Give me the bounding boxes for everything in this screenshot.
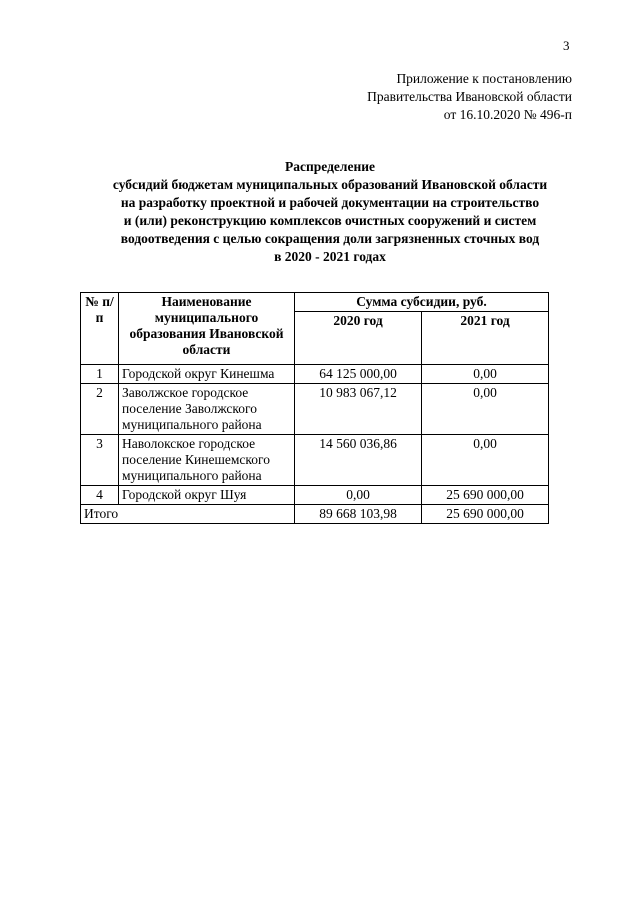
row-num: 1 [81,365,119,384]
row-2020: 0,00 [295,486,422,505]
row-name: Городской округ Кинешма [119,365,295,384]
header-2020: 2020 год [295,312,422,365]
total-2020: 89 668 103,98 [295,505,422,524]
header-sum: Сумма субсидии, руб. [295,293,549,312]
table-total-row [81,505,549,524]
appendix-line: Правительства Ивановской области [367,89,572,104]
table-row [81,486,549,505]
page-number: 3 [563,38,570,53]
total-2021: 25 690 000,00 [422,505,549,524]
header-2021: 2021 год [422,312,549,365]
row-num: 4 [81,486,119,505]
title-line: в 2020 - 2021 годах [274,249,386,264]
row-2020: 14 560 036,86 [295,435,422,486]
table-row [81,365,549,384]
title-line: Распределение [284,159,376,174]
document-title [70,158,590,266]
row-2020: 10 983 067,12 [295,384,422,435]
appendix-header [367,70,572,124]
title-line: на разработку проектной и рабочей документации на строительство [120,195,540,210]
row-name: Городской округ Шуя [119,486,295,505]
row-num: 3 [81,435,119,486]
row-2021: 0,00 [422,435,549,486]
total-label: Итого [81,505,295,524]
row-num: 2 [81,384,119,435]
header-num: № п/п [81,293,119,365]
table-header-row [81,293,549,312]
table-row [81,384,549,435]
row-name: Наволокское городское поселение Кинешемского муниципального района [119,435,295,486]
row-2020: 64 125 000,00 [295,365,422,384]
row-2021: 0,00 [422,365,549,384]
row-2021: 25 690 000,00 [422,486,549,505]
title-line: субсидий бюджетам муниципальных образований Ивановской области [112,177,548,192]
table-row [81,435,549,486]
title-line: водоотведения с целью сокращения доли загрязненных сточных вод [120,231,540,246]
subsidy-table [80,292,549,524]
header-name: Наименование муниципального образования Ивановской области [119,293,295,365]
appendix-line: от 16.10.2020 № 496-п [443,107,572,122]
appendix-line: Приложение к постановлению [396,71,572,86]
row-2021: 0,00 [422,384,549,435]
title-line: и (или) реконструкцию комплексов очистных сооружений и систем [123,213,537,228]
row-name: Заволжское городское поселение Заволжского муниципального района [119,384,295,435]
